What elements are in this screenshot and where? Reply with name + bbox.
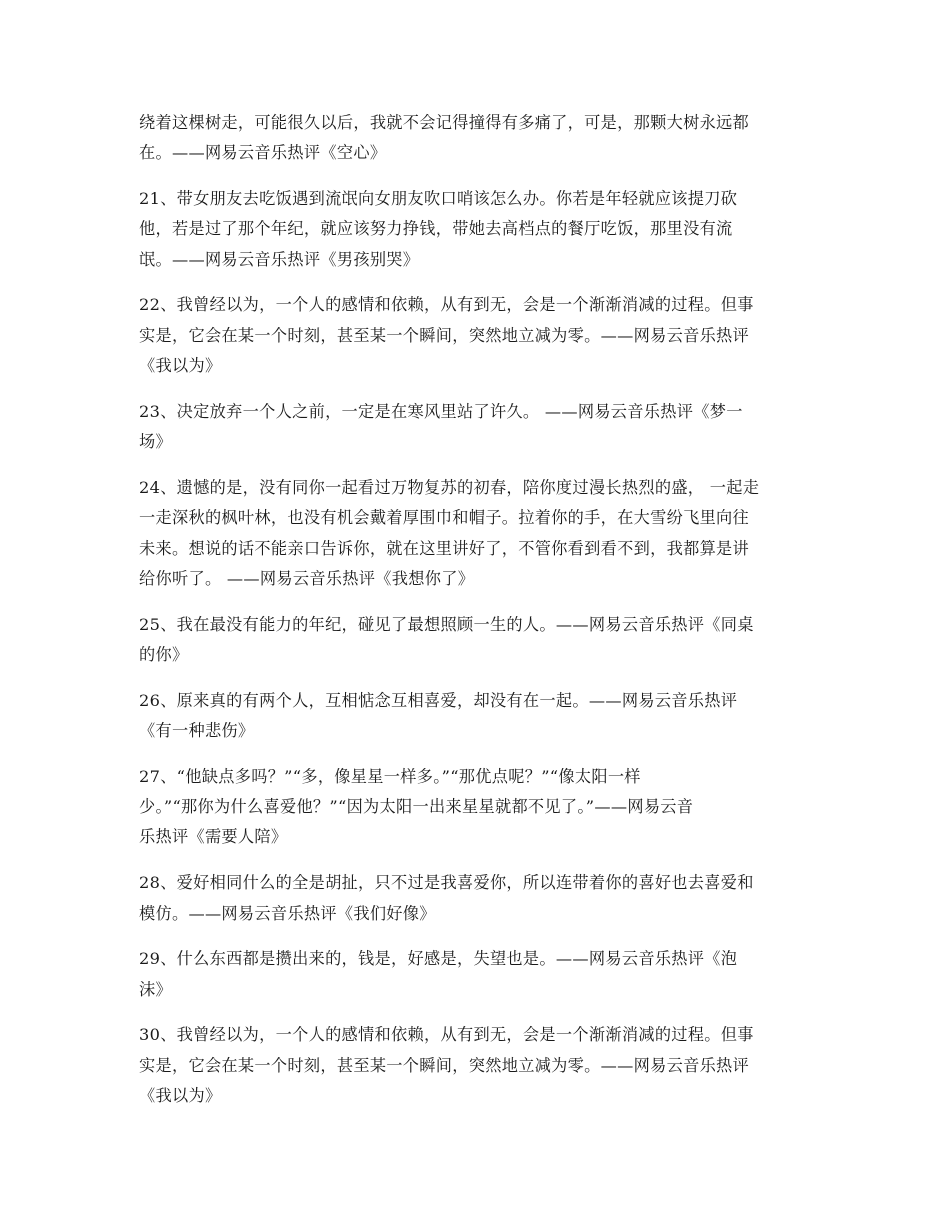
text-line: 25、我在最没有能力的年纪，碰见了最想照顾一生的人。——网易云音乐热评《同桌 (139, 614, 754, 634)
paragraph-item-21 (139, 184, 811, 275)
text-line: 未来。想说的话不能亲口告诉你，就在这里讲好了，不管你看到看不到，我都算是讲 (139, 538, 750, 558)
text-line: 《有一种悲伤》 (139, 721, 255, 741)
text-line: 《我以为》 (139, 1086, 222, 1106)
text-line: 模仿。——网易云音乐热评《我们好像》 (139, 903, 436, 923)
text-line: 沫》 (139, 979, 172, 999)
text-line: 21、带女朋友去吃饭遇到流氓向女朋友吹口哨该怎么办。你若是年轻就应该提刀砍 (139, 189, 738, 209)
document-body (139, 108, 811, 1127)
text-line: 29、什么东西都是攒出来的，钱是，好感是，失望也是。——网易云音乐热评《泡 (139, 949, 738, 969)
text-line: 实是，它会在某一个时刻，甚至某一个瞬间，突然地立减为零。——网易云音乐热评 (139, 1055, 750, 1075)
text-line: 23、决定放弃一个人之前，一定是在寒风里站了许久。 ——网易云音乐热评《梦一 (139, 401, 743, 421)
text-line: 乐热评《需要人陪》 (139, 827, 288, 847)
paragraph-item-22 (139, 290, 811, 381)
text-line: 实是，它会在某一个时刻，甚至某一个瞬间，突然地立减为零。——网易云音乐热评 (139, 325, 750, 345)
text-line: 30、我曾经以为，一个人的感情和依赖，从有到无，会是一个渐渐消减的过程。但事 (139, 1025, 754, 1045)
text-line: 24、遗憾的是，没有同你一起看过万物复苏的初春，陪你度过漫长热烈的盛， 一起走 (139, 477, 760, 497)
text-line: 22、我曾经以为，一个人的感情和依赖，从有到无，会是一个渐渐消减的过程。但事 (139, 295, 754, 315)
paragraph-item-28 (139, 868, 811, 929)
text-line: 场》 (139, 432, 172, 452)
paragraph-item-23 (139, 397, 811, 458)
paragraph-continuation (139, 108, 811, 169)
text-line: 绕着这棵树走，可能很久以后，我就不会记得撞得有多痛了，可是，那颗大树永远都 (139, 113, 750, 132)
text-line: 在。——网易云音乐热评《空心》 (139, 143, 387, 163)
text-line: 《我以为》 (139, 356, 222, 376)
paragraph-item-29 (139, 944, 811, 1005)
text-line: 28、爱好相同什么的全是胡扯，只不过是我喜爱你，所以连带着你的喜好也去喜爱和 (139, 873, 754, 893)
text-line: 他，若是过了那个年纪，就应该努力挣钱，带她去高档点的餐厅吃饭，那里没有流 (139, 219, 733, 239)
text-line: 的你》 (139, 644, 189, 664)
paragraph-item-26 (139, 686, 811, 747)
text-line: 27、“他缺点多吗？”“多，像星星一样多。”“那优点呢？”“像太阳一样 (139, 766, 641, 786)
paragraph-item-25 (139, 610, 811, 671)
text-line: 给你听了。 ——网易云音乐热评《我想你了》 (139, 568, 475, 588)
text-line: 少。”“那你为什么喜爱他？”“因为太阳一出来星星就都不见了。”——网易云音 (139, 797, 694, 817)
text-line: 氓。——网易云音乐热评《男孩别哭》 (139, 249, 420, 269)
paragraph-item-27 (139, 762, 811, 853)
paragraph-item-30 (139, 1020, 811, 1111)
text-line: 26、原来真的有两个人，互相惦念互相喜爱，却没有在一起。——网易云音乐热评 (139, 690, 738, 710)
paragraph-item-24 (139, 473, 811, 594)
text-line: 一走深秋的枫叶林，也没有机会戴着厚围巾和帽子。拉着你的手，在大雪纷飞里向往 (139, 508, 750, 528)
